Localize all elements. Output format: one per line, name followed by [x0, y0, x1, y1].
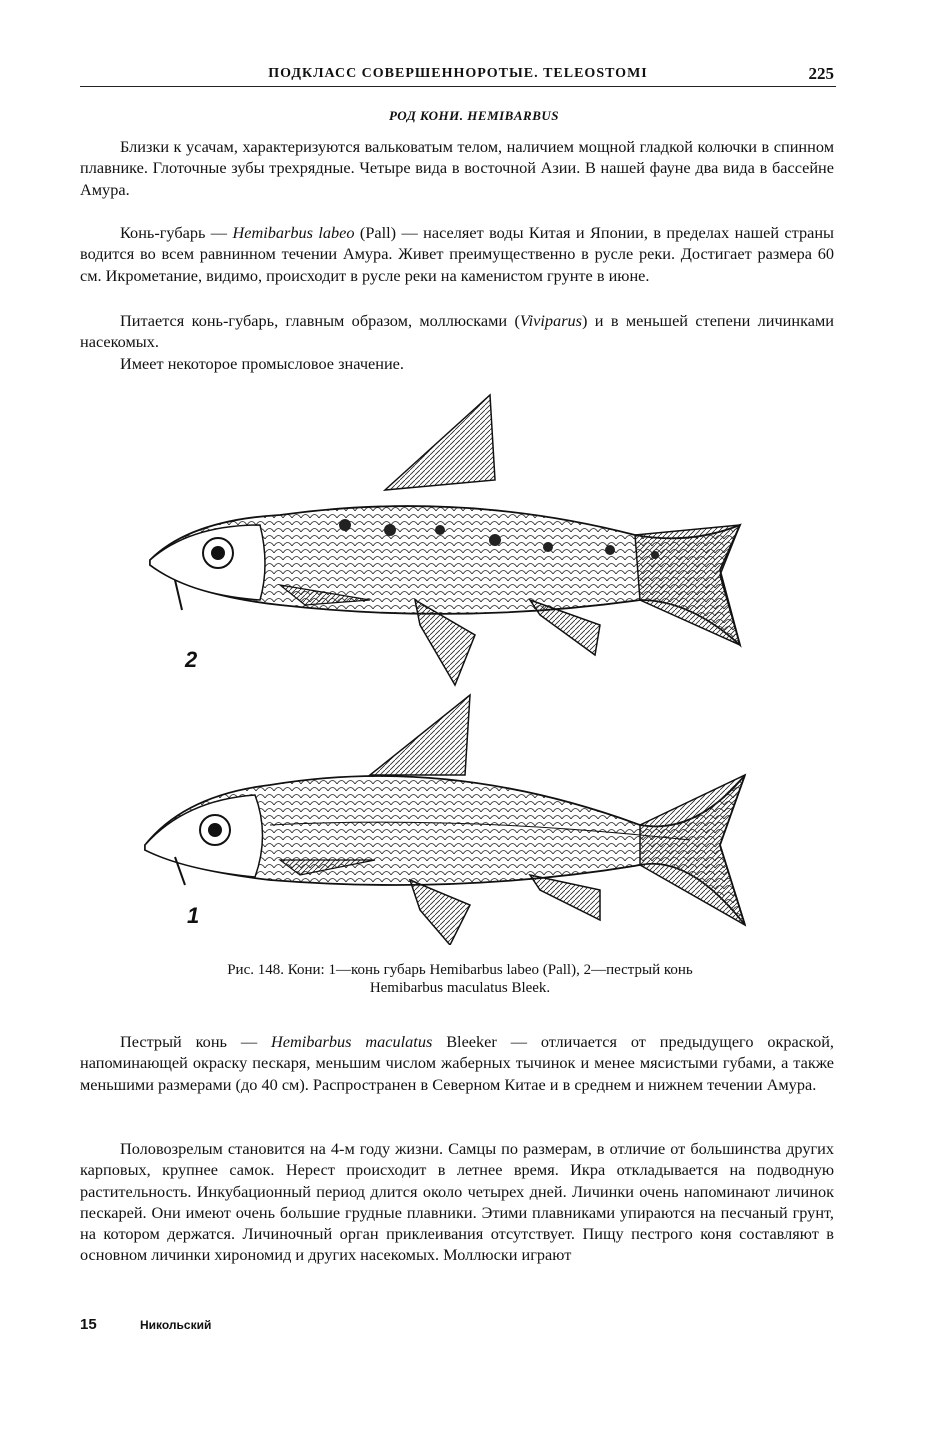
species-name-labeo: Hemibarbus labeo — [232, 223, 355, 242]
section-title: РОД КОНИ. HEMIBARBUS — [389, 108, 559, 123]
species-name-maculatus: Hemibarbus maculatus — [271, 1032, 433, 1051]
figure-label-1: 1 — [187, 903, 200, 928]
figure-caption — [110, 961, 810, 997]
paragraph-labeo-diet — [80, 310, 834, 353]
figure-caption-line-1: Рис. 148. Кони: 1—конь губарь Hemibarbus labeo (Pall), 2—пестрый конь — [227, 962, 693, 978]
running-header-title: ПОДКЛАСС СОВЕРШЕННОРОТЫЕ. TELEOSTOMI — [268, 66, 648, 81]
figure-label-2: 2 — [185, 647, 198, 672]
running-header — [80, 64, 836, 87]
paragraph-maculatus — [80, 1031, 834, 1095]
fish-figure — [130, 385, 830, 945]
genus-name-viviparus: Viviparus — [519, 311, 583, 330]
figure-caption-line-2: Hemibarbus maculatus Bleek. — [369, 980, 551, 996]
paragraph-labeo — [80, 222, 834, 286]
paragraph-diet-rest: ) и в меньшей степени личинками насекомых. — [80, 311, 834, 352]
fish-illustrations — [130, 385, 830, 945]
paragraph-diet-start: Питается конь-губарь, главным образом, моллюсками ( — [120, 311, 520, 330]
paragraph-maculatus-start: Пестрый конь — — [120, 1032, 271, 1051]
paragraph-labeo-rest: (Pall) — населяет воды Китая и Японии, в пределах нашей страны водится во всем равнинном течении Амура. Живет преимущественно в русле реки. Достигает размера 60 см. Икрометание, видимо, происходит в русле реки на каменистом грунте в июне. — [80, 223, 834, 285]
author-name: Никольский — [140, 1318, 212, 1332]
paragraph-commercial-value: Имеет некоторое промысловое значение. — [120, 354, 404, 373]
page-number: 225 — [808, 64, 834, 83]
paragraph-maculatus-biology: Половозрелым становится на 4-м году жизни. Самцы по размерам, в отличие от большинства других карповых, крупнее самок. Нерест происходит в летнее время. Икра откладывается на подводную растительность. Инкубационный период длится около четырех дней. Личинки очень напоминают личинок пескарей. Они имеют очень большие грудные плавники. Этими плавниками упираются на песчаный грунт, на котором держатся. Личиночный орган приклеивания отсутствует. Пищу пестрого коня составляют в основном личинки хирономид и других насекомых. Моллюски играют — [80, 1139, 834, 1265]
paragraph-maculatus-rest: Bleeker — отличается от предыдущего окраской, напоминающей окраску пескаря, меньшим числом жаберных тычинок и менее мясистыми губами, а также меньшими размерами (до 40 см). Распространен в Северном Китае и в среднем и нижнем течении Амура. — [80, 1032, 835, 1094]
fish-labeo-drawing — [145, 695, 745, 945]
fish-maculatus-drawing — [150, 395, 740, 685]
paragraph-genus-description: Близки к усачам, характеризуются вальковатым телом, наличием мощной гладкой колючки в спинном плавнике. Глоточные зубы трехрядные. Четыре вида в восточной Азии. В нашей фауне два вида в бассейне Амура. — [80, 137, 834, 199]
paragraph-labeo-start: Конь-губарь — — [120, 223, 233, 242]
signature-number: 15 — [80, 1316, 97, 1333]
